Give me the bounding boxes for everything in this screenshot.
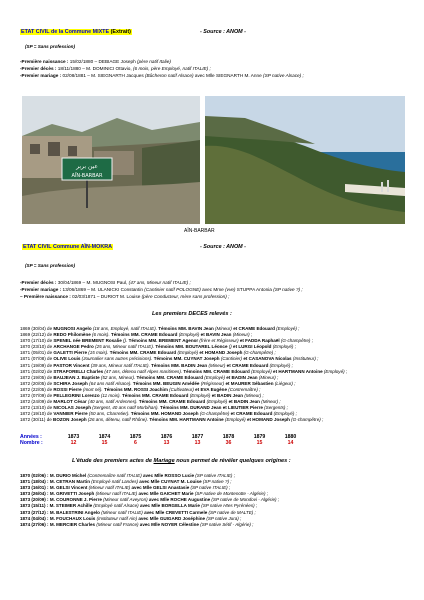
count-cell: 15 xyxy=(256,440,263,446)
village-sign-text: AÏN-BARBAR xyxy=(71,173,103,179)
mixte-lines xyxy=(20,58,304,79)
years-label: Années : xyxy=(20,434,42,440)
mariage-record: 1873 (15/11) : M. STEIMER Achille (Employé natif Alsace) avec Mlle BORGELLA Marie (SP native Htes Pyrénées) ; xyxy=(20,503,258,509)
deces-record: 1869 (30/04) de MUGNOSI Angelo (18 ans, Employé, natif ITALIE). Témoins MM. BAVIN Jean (Mineur) et CRAME Edouard (Employé) ; xyxy=(20,326,300,331)
count-cell: 36 xyxy=(225,440,232,446)
deces-record: 1872 (13/10) de NICOLAS Joseph (Sergent, 40 ans natif Morbihan). Témoins MM. DURAND Jean et LIEUTIER Pierre (Sergents) ; xyxy=(20,405,288,411)
year-cell: 1877 xyxy=(191,434,204,440)
mariages-title: L'étude des premiers actes de Mariage nous permet de révéler quelques origines : xyxy=(72,458,291,464)
mokra-title: ETAT CIVIL Commune AÏN-MOKRA xyxy=(23,244,113,250)
count-cell: 14 xyxy=(287,440,294,446)
deces-record: 1872 (22/05) de ROSSI Pierre (mort né). Témoins MM. ROSSI Joachim (Cultivateur) et EVA Eugène (Contremaître) ; xyxy=(20,386,261,392)
deces-record: 1872 (20/05) de SCHIRA Joseph (64 ans natif Alsace). Témoins MM. BEUGIN Amédée (Régisseur) et MAURER Sébastien (Liégeur) ; xyxy=(20,380,296,386)
counts-row xyxy=(20,440,306,446)
year-cell: 1874 xyxy=(98,434,111,440)
mariage-record: 1873 (16/01) : M. GELSI Vincent (Mineur natif ITALIE) avec Mlle GELSI Anastasie (SP native ITALIE) ; xyxy=(20,485,231,491)
deces-record: 1871 (05/01) de GALETTI Pierre (15 mois). Témoins MM. CRAME Edouard (Employé) et HOMAND Joseph (G-champêtre) ; xyxy=(20,350,276,356)
deces-title: Les premiers DECES relevés : xyxy=(152,311,232,317)
deces-record: 1872 (30/11) de BOZON Joseph (26 ans, détenu, natif Rhône). Témoins MM. HARTMANN Antoine (Employé) et HOMAND Joseph (G-champêtre) ; xyxy=(20,417,324,423)
deces-record: 1869 (22/12) de REDO Philomène (6 mois). Témoins MM. CRAME Edouard (Employé) et BAVIN Jean (Mineur) ; xyxy=(20,332,253,338)
mokra-sp-note: (SP = Sans profession) xyxy=(25,263,75,268)
mariage-record: 1873 (20/09) : M. COURONNE J. Pierre (Mineur natif Aveyron) avec Mlle ROCHE Augustine (SP native de Mondovi - Algérie) ; xyxy=(20,497,280,503)
year-cell: 1873 xyxy=(67,434,80,440)
mokra-lines xyxy=(20,279,303,300)
mariages-list xyxy=(20,473,279,528)
deces-record: 1871 (02/02) de STRAFORELLI Charles (47 ans, détenu natif Alpes maritimes). Témoins MM. CRAME Edouard (Employé) et HARTMANN Antoine (Employé) ; xyxy=(20,368,348,374)
mixte-title: ETAT CIVIL de la Commune MIXTE (Extrait) xyxy=(21,29,131,35)
count-cell: 6 xyxy=(134,440,137,446)
coast-image xyxy=(205,96,405,224)
deces-record: 1870 (17/10) de SPENEL née BREMENT Rosalie (). Témoins MM. BREMENT Agenor (frère et Régisseur) et FADDA Raphaël (G-champêtre) ; xyxy=(20,338,313,344)
photo-coast xyxy=(205,96,405,224)
svg-text:عين بربر: عين بربر xyxy=(76,163,98,170)
deces-record: 1872 (07/09) de PELLEGRINI Lorenzo (11 mois). Témoins MM. CRAME Edouard (Employé) et BADIN Jean (Mineur) ; xyxy=(20,393,264,399)
mariage-record: 1874 (27/06) : M. MERCIER Charles (Mineur natif France) avec Mlle NOYER Célestine (SP native Sétif - Algérie) ; xyxy=(20,521,254,527)
mokra-first-marriage: -Premier mariage : 13/06/1869 – M. ULANICKI Constantin (Cantinier natif POLOGNE) avec Mme (vve) STUPPA Antonia (SP native ?) ; xyxy=(20,287,303,292)
mariage-record: 1873 (26/04) : M. GRIVETTI Joseph (Mineur natif ITALIE) avec Mlle GAICHET Marie (SP native de Montenotte - Algérie) ; xyxy=(20,491,269,497)
years-table xyxy=(20,434,306,446)
village-sign-image xyxy=(22,96,200,224)
mixte-first-marriage: -Premier mariage : 02/08/1881 – M. SIEGNARTH Jacques (Bûcheron natif Alsace) avec Mlle SIEGNARTH M. Anne (SP native Alsace) ; xyxy=(20,73,304,78)
deces-record: 1872 (19/10) de VANNIER Pierre (50 ans, Charretier). Témoins MM. HOMAND Joseph (G-champêtre) et CRAME Edouard (Employé) ; xyxy=(20,411,297,417)
mokra-header xyxy=(22,244,113,250)
mariage-record: 1871 (18/04) : M. CETRAN Martin (Employé natif Landes) avec Mlle CUYNAT M. Louise (SP native ?) ; xyxy=(20,479,232,485)
mokra-source: - Source : ANOM - xyxy=(200,244,246,250)
year-cell: 1879 xyxy=(253,434,266,440)
year-cell: 1875 xyxy=(129,434,142,440)
mixte-first-birth: -Première naissance : 15/02/1880 – DEBIAGE Joseph (père natif Italie) xyxy=(20,59,171,64)
count-cell: 12 xyxy=(70,440,77,446)
mariage-record: 1873 (27/12) : M. BALESTRINI Angelo (Mineur natif ITALIE) avec Mlle CREVETTI Carmele (SP native de MALTE) ; xyxy=(20,509,256,515)
photo-village-sign xyxy=(22,96,200,224)
count-cell: 15 xyxy=(101,440,108,446)
counts-label: Nombre : xyxy=(20,440,43,446)
mixte-sp-note: (SP = Sans profession) xyxy=(25,44,75,49)
year-cell: 1880 xyxy=(284,434,297,440)
deces-record: 1872 (24/09) de MARLOT César (40 ans, natif Ardennes). Témoins MM. CRAME Edouard (Employé) et BADIN Jean (Mineur) ; xyxy=(20,399,281,405)
deces-record: 1871 (19/09) de PASTOR Vincent (39 ans, Mineur natif ITALIE). Témoins MM. BADIN Jean (Mineur) et CRAME Edouard (Employé) ; xyxy=(20,362,293,368)
year-cell: 1876 xyxy=(160,434,173,440)
mariage-record: 1870 (02/06) : M. DURIO Michel (Contremaître natif ITALIE) avec Mlle ROSSO Lucie (SP native ITALIE) ; xyxy=(20,473,235,478)
mixte-source: - Source : ANOM - xyxy=(200,29,246,35)
mixte-first-death: -Premier décès : 18/11/1880 – M. DOMINICI Ottavio, (6 mois, père Employé, natif ITALIE) ; xyxy=(20,66,211,71)
deces-record: 1870 (23/10) de ARCHANGE Pedro (25 ans, Mineur natif ITALIE). Témoins MM. BOUTAREL Léonce () et LURGI Léopold (Employé) ; xyxy=(20,344,296,350)
count-cell: 13 xyxy=(163,440,170,446)
year-cell: 1878 xyxy=(222,434,235,440)
mokra-first-birth: – Première naissance : 02/03/1871 – DURIOT M. Louise (père Conducteur, mère sans profession) ; xyxy=(20,294,230,299)
photo-caption: AÏN-BARBAR xyxy=(184,228,215,234)
mariage-record: 1874 (04/04) : M. FOUCHAUX Louis (Instituteur natif Ain) avec Mlle GUIGARD Joséphine (SP native Jura) ; xyxy=(20,515,242,521)
deces-list xyxy=(20,326,347,424)
mixte-header xyxy=(20,29,132,35)
deces-record: 1872 (19/05) de BAUJEAN J. Baptiste (52 ans, Mineur). Témoins MM. CRAME Edouard (Employé) et BADIN Jean (Mineur) ; xyxy=(20,374,279,380)
deces-record: 1871 (07/08) de OLIVE Louis (Journalier sans autres précisions). Témoins MM. CUYNAT Joseph (Cantinier) et CASANOVA Nicolas (Instituteur) ; xyxy=(20,356,319,362)
count-cell: 13 xyxy=(194,440,201,446)
mokra-first-death: -Premier décès : 30/04/1869 – M. MUGNOSI Paul, (47 ans, Mineur natif ITALIE) ; xyxy=(20,280,191,285)
